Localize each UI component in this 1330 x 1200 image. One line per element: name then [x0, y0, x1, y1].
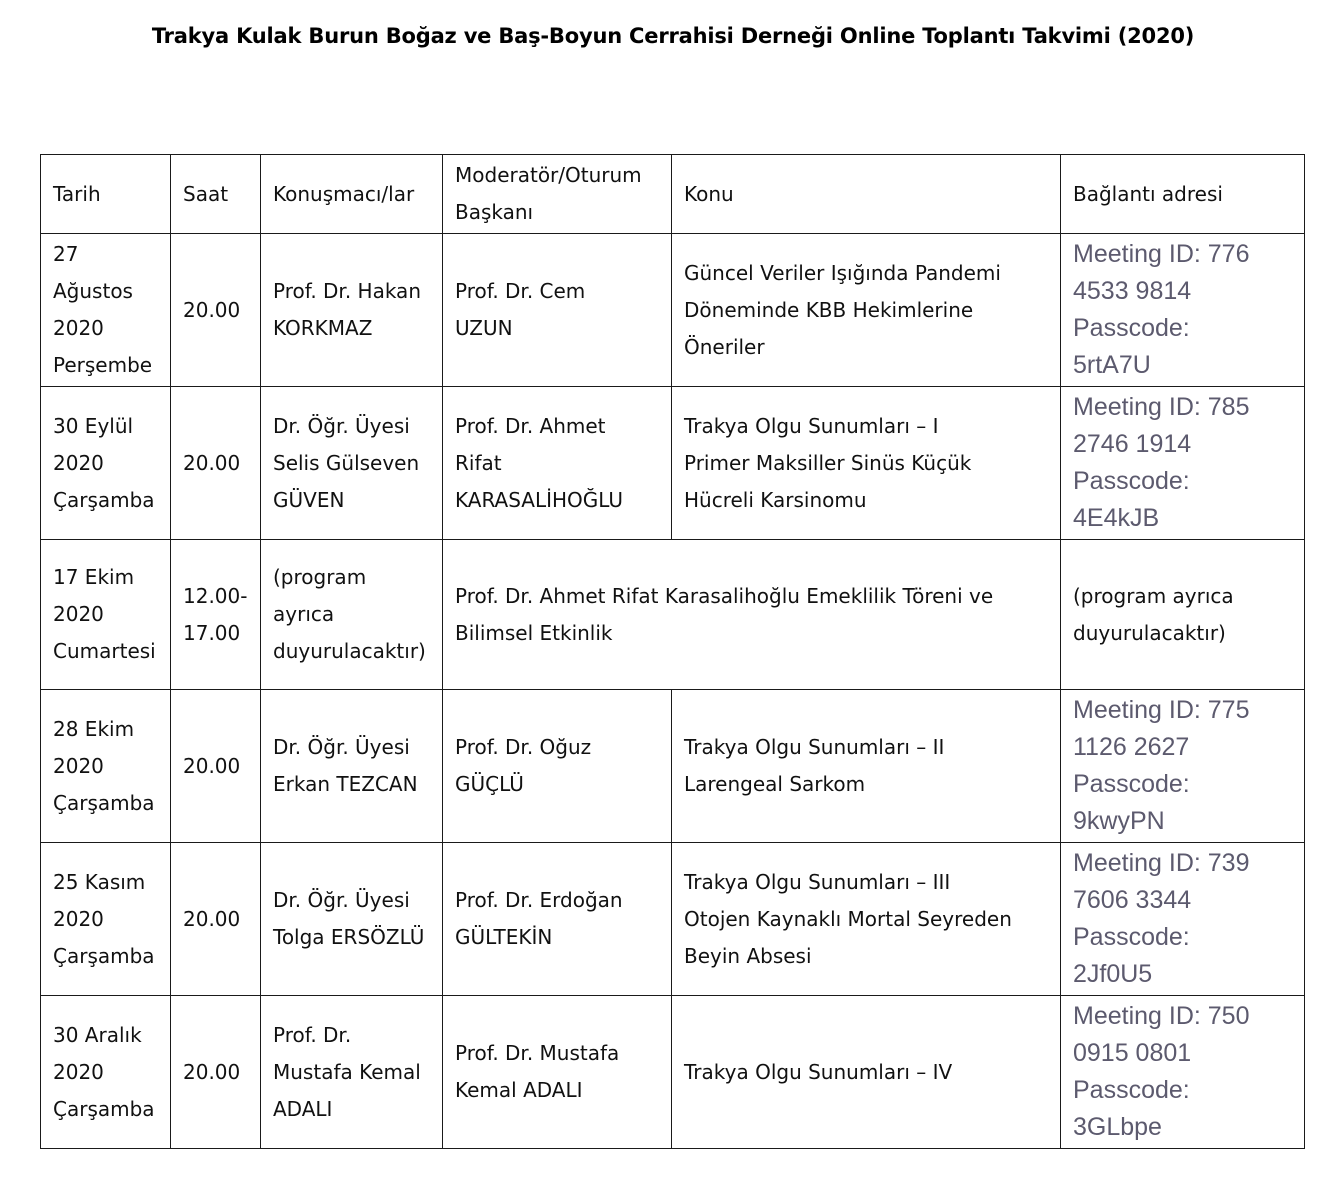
meeting-id-text: Meeting ID: 739	[1073, 849, 1250, 877]
topic-cell: Trakya Olgu Sunumları – IV	[672, 996, 1061, 1149]
passcode-value: 4E4kJB	[1073, 504, 1160, 532]
meeting-link-cell[interactable]	[1061, 690, 1305, 843]
speaker-cell: Dr. Öğr. Üyesi Erkan TEZCAN	[261, 690, 443, 843]
meeting-id-number: 7606 3344	[1073, 886, 1192, 914]
meeting-link-cell[interactable]	[1061, 996, 1305, 1149]
speaker-cell: (program ayrıca duyurulacaktır)	[261, 540, 443, 690]
passcode-value: 3GLbpe	[1073, 1113, 1162, 1141]
date-cell: 25 Kasım 2020 Çarşamba	[41, 843, 171, 996]
passcode-label: Passcode:	[1073, 467, 1190, 495]
meeting-id-number: 1126 2627	[1073, 733, 1190, 761]
speaker-cell: Dr. Öğr. Üyesi Selis Gülseven GÜVEN	[261, 387, 443, 540]
table-header-row	[41, 155, 1305, 234]
passcode-value: 5rtA7U	[1073, 351, 1151, 379]
passcode-label: Passcode:	[1073, 923, 1190, 951]
meeting-schedule-table	[40, 154, 1305, 1149]
moderator-cell: Prof. Dr. Erdoğan GÜLTEKİN	[443, 843, 672, 996]
date-cell: 17 Ekim 2020 Cumartesi	[41, 540, 171, 690]
meeting-id-text: Meeting ID: 785	[1073, 393, 1250, 421]
date-cell: 27 Ağustos 2020 Perşembe	[41, 234, 171, 387]
date-cell: 30 Eylül 2020 Çarşamba	[41, 387, 171, 540]
header-link: Bağlantı adresi	[1061, 155, 1305, 234]
moderator-cell: Prof. Dr. Cem UZUN	[443, 234, 672, 387]
meeting-link-cell[interactable]	[1061, 234, 1305, 387]
table-row	[41, 540, 1305, 690]
speaker-cell: Dr. Öğr. Üyesi Tolga ERSÖZLÜ	[261, 843, 443, 996]
time-cell: 20.00	[171, 234, 261, 387]
table-row	[41, 387, 1305, 540]
meeting-id-text: Meeting ID: 775	[1073, 696, 1250, 724]
header-speaker: Konuşmacı/lar	[261, 155, 443, 234]
header-time: Saat	[171, 155, 261, 234]
passcode-label: Passcode:	[1073, 1076, 1190, 1104]
table-row	[41, 234, 1305, 387]
passcode-label: Passcode:	[1073, 314, 1190, 342]
moderator-cell: Prof. Dr. Ahmet Rifat KARASALİHOĞLU	[443, 387, 672, 540]
passcode-value: 2Jf0U5	[1073, 960, 1153, 988]
meeting-link-cell[interactable]	[1061, 387, 1305, 540]
meeting-link-cell[interactable]	[1061, 843, 1305, 996]
speaker-cell: Prof. Dr. Hakan KORKMAZ	[261, 234, 443, 387]
date-cell: 28 Ekim 2020 Çarşamba	[41, 690, 171, 843]
time-cell: 12.00- 17.00	[171, 540, 261, 690]
page-title: Trakya Kulak Burun Boğaz ve Baş-Boyun Cerrahisi Derneği Online Toplantı Takvimi (2020)	[151, 24, 1195, 48]
passcode-value: 9kwyPN	[1073, 807, 1165, 835]
event-title-cell: Prof. Dr. Ahmet Rifat Karasalihoğlu Emeklilik Töreni ve Bilimsel Etkinlik	[443, 540, 1061, 690]
topic-cell: Trakya Olgu Sunumları – I Primer Maksiller Sinüs Küçük Hücreli Karsinomu	[672, 387, 1061, 540]
table-row	[41, 843, 1305, 996]
meeting-id-text: Meeting ID: 776	[1073, 240, 1250, 268]
header-date: Tarih	[41, 155, 171, 234]
time-cell: 20.00	[171, 996, 261, 1149]
time-cell: 20.00	[171, 690, 261, 843]
speaker-cell: Prof. Dr. Mustafa Kemal ADALI	[261, 996, 443, 1149]
topic-cell: Trakya Olgu Sunumları – III Otojen Kaynaklı Mortal Seyreden Beyin Absesi	[672, 843, 1061, 996]
header-moderator: Moderatör/Oturum Başkanı	[443, 155, 672, 234]
meeting-id-number: 2746 1914	[1073, 430, 1192, 458]
topic-cell: Trakya Olgu Sunumları – II Larengeal Sarkom	[672, 690, 1061, 843]
meeting-id-number: 0915 0801	[1073, 1039, 1192, 1067]
meeting-id-number: 4533 9814	[1073, 277, 1192, 305]
meeting-id-text: Meeting ID: 750	[1073, 1002, 1250, 1030]
table-row	[41, 690, 1305, 843]
moderator-cell: Prof. Dr. Mustafa Kemal ADALI	[443, 996, 672, 1149]
passcode-label: Passcode:	[1073, 770, 1190, 798]
time-cell: 20.00	[171, 387, 261, 540]
link-note-cell: (program ayrıca duyurulacaktır)	[1061, 540, 1305, 690]
table-row	[41, 996, 1305, 1149]
topic-cell: Güncel Veriler Işığında Pandemi Döneminde KBB Hekimlerine Öneriler	[672, 234, 1061, 387]
moderator-cell: Prof. Dr. Oğuz GÜÇLÜ	[443, 690, 672, 843]
time-cell: 20.00	[171, 843, 261, 996]
date-cell: 30 Aralık 2020 Çarşamba	[41, 996, 171, 1149]
header-topic: Konu	[672, 155, 1061, 234]
